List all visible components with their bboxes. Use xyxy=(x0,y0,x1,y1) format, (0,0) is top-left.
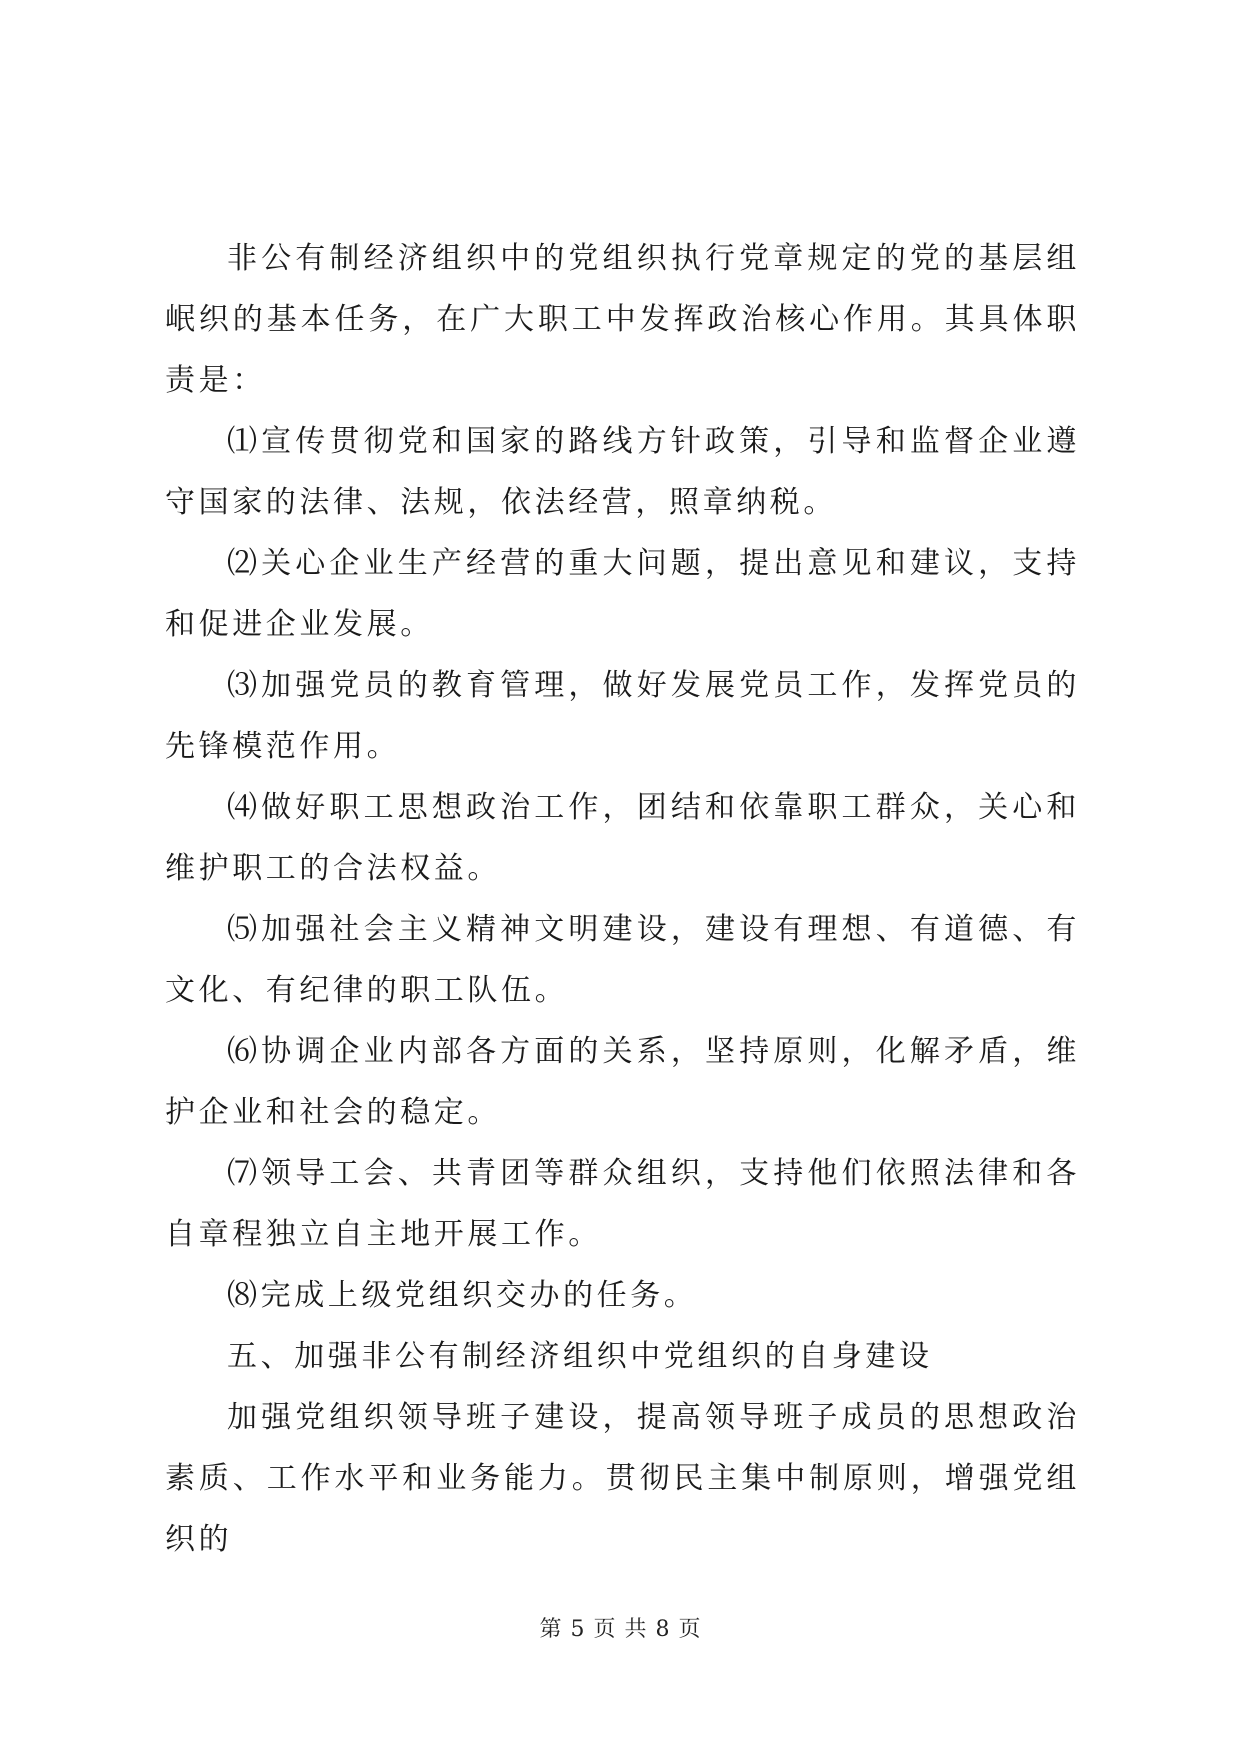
list-item-4: ⑷做好职工思想政治工作，团结和依靠职工群众，关心和维护职工的合法权益。 xyxy=(165,790,1080,886)
list-item-1: ⑴宣传贯彻党和国家的路线方针政策，引导和监督企业遵守国家的法律、法规，依法经营，照章纳税。 xyxy=(165,424,1080,520)
list-item-5: ⑸加强社会主义精神文明建设，建设有理想、有道德、有文化、有纪律的职工队伍。 xyxy=(165,912,1080,1008)
paragraph-intro: 非公有制经济组织中的党组织执行党章规定的党的基层组岷织的基本任务，在广大职工中发挥政治核心作用。其具体职责是： xyxy=(165,241,1080,398)
list-item-3: ⑶加强党员的教育管理，做好发展党员工作，发挥党员的先锋模范作用。 xyxy=(165,668,1080,764)
list-item-2: ⑵关心企业生产经营的重大问题，提出意见和建议，支持和促进企业发展。 xyxy=(165,546,1080,642)
page-footer: 第 5 页 共 8 页 xyxy=(539,1617,702,1642)
list-item-8: ⑻完成上级党组织交办的任务。 xyxy=(227,1278,698,1313)
paragraph-section-body: 加强党组织领导班子建设，提高领导班子成员的思想政治素质、工作水平和业务能力。贯彻民主集中制原则，增强党组织的 xyxy=(165,1400,1080,1557)
list-item-6: ⑹协调企业内部各方面的关系，坚持原则，化解矛盾，维护企业和社会的稳定。 xyxy=(165,1034,1080,1130)
list-item-7: ⑺领导工会、共青团等群众组织，支持他们依照法律和各自章程独立自主地开展工作。 xyxy=(165,1156,1080,1252)
document-body xyxy=(165,228,1080,1570)
section-heading: 五、加强非公有制经济组织中党组织的自身建设 xyxy=(227,1339,933,1374)
